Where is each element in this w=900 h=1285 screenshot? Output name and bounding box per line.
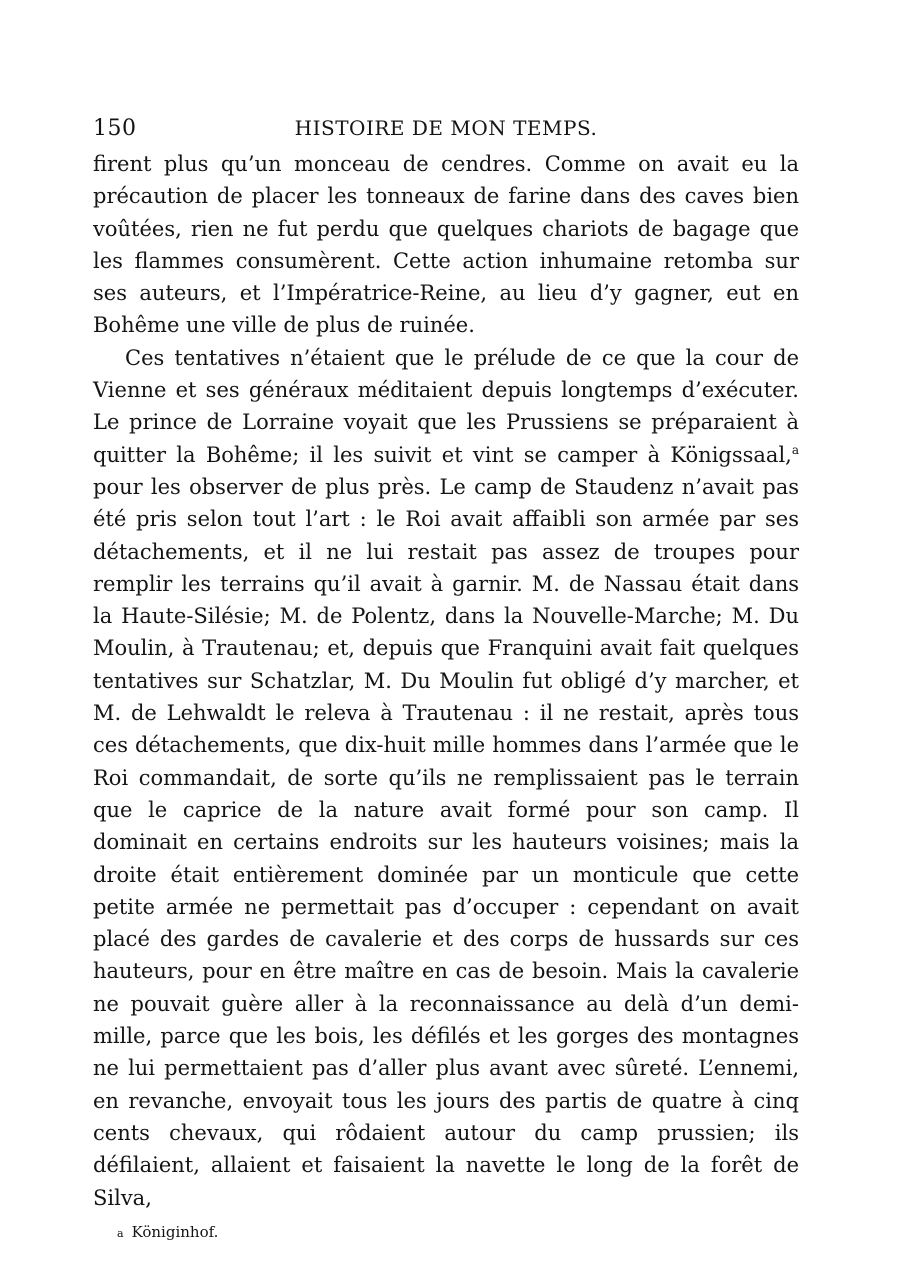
footnote-marker: a <box>117 1226 124 1240</box>
paragraph-2 <box>93 342 799 1214</box>
running-header <box>93 112 799 148</box>
body-text <box>93 148 799 1214</box>
footnote-reference[interactable]: a <box>791 442 799 457</box>
footnote-text: Königinhof. <box>131 1222 219 1241</box>
footnote <box>93 1222 799 1244</box>
running-title: HISTOIRE DE MON TEMPS. <box>294 116 598 140</box>
page <box>93 112 799 1244</box>
paragraph-2-text-start: Ces tentatives n’étaient que le prélude de ce que la cour de Vienne et ses généraux méditaient depuis longtemps d’exécuter. Le prince de Lorraine voyait que les Prussiens se préparaient à quitter la Bohême; il les suivit et vint se camper à Königssaal, <box>93 345 799 467</box>
paragraph-2-text-end: pour les observer de plus près. Le camp de Staudenz n’avait pas été pris selon tout l’art : le Roi avait affaibli son armée par ses détachements, et il ne lui restait pas assez de troupes pour remplir les terrains qu’il avait à garnir. M. de Nassau était dans la Haute-Silésie; M. de Polentz, dans la Nouvelle-Marche; M. Du Moulin, à Trautenau; et, depuis que Franquini avait fait quelques tentatives sur Schatzlar, M. Du Moulin fut obligé d’y marcher, et M. de Lehwaldt le releva à Trautenau : il ne restait, après tous ces détachements, que dix-huit mille hommes dans l’armée que le Roi commandait, de sorte qu’ils ne remplissaient pas le terrain que le caprice de la nature avait formé pour son camp. Il dominait en certains endroits sur les hauteurs voisines; mais la droite était entièrement dominée par un monticule que cette petite armée ne permettait pas d’occuper : cependant on avait placé des gardes de cavalerie et des corps de hussards sur ces hauteurs, pour en être maître en cas de besoin. Mais la cavalerie ne pouvait guère aller à la reconnaissance au delà d’un demi-mille, parce que les bois, les défilés et les gorges des montagnes ne lui permettaient pas d’aller plus avant avec sûreté. L’ennemi, en revanche, envoyait tous les jours des partis de quatre à cinq cents chevaux, qui rôdaient autour du camp prussien; ils défilaient, allaient et faisaient la navette le long de la forêt de Silva, <box>93 474 799 1210</box>
paragraph-1: firent plus qu’un monceau de cendres. Comme on avait eu la précaution de placer les tonneaux de farine dans des caves bien voûtées, rien ne fut perdu que quelques chariots de bagage que les flammes consumèrent. Cette action inhumaine retomba sur ses auteurs, et l’Impératrice-Reine, au lieu d’y gagner, eut en Bohême une ville de plus de ruinée. <box>93 152 799 338</box>
page-number: 150 <box>93 116 137 141</box>
